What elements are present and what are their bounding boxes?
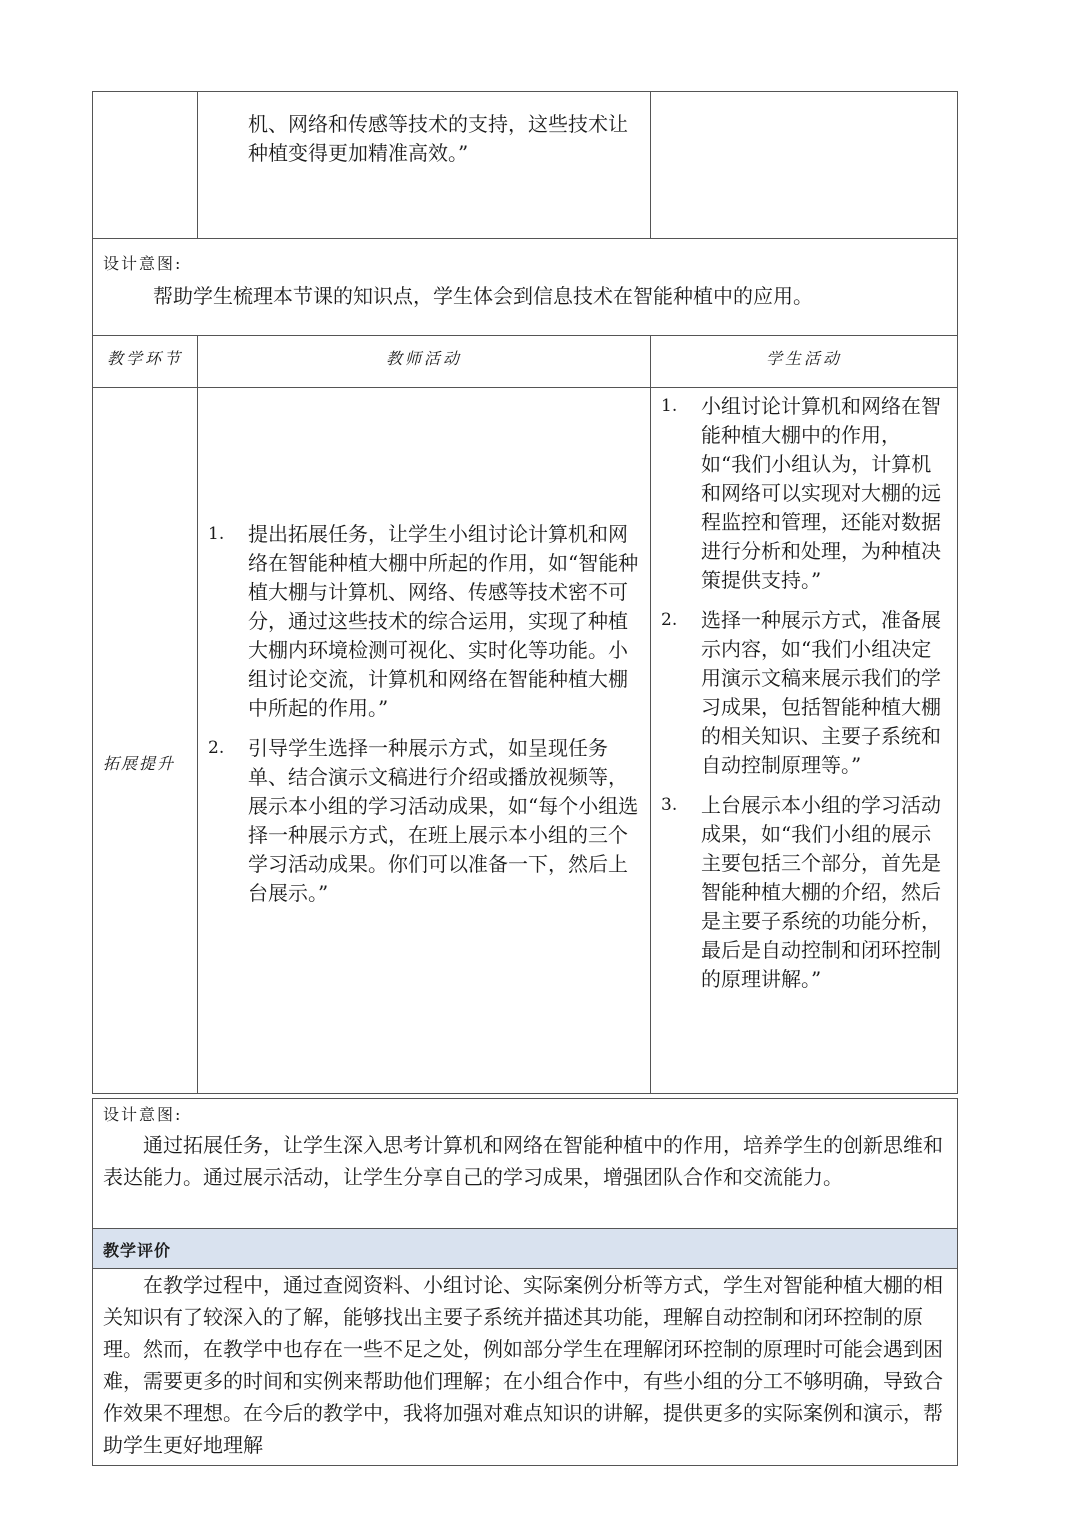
extend-stage-cell	[93, 387, 197, 1093]
evaluation-table	[92, 1098, 958, 1466]
evaluation-text: 在教学过程中，通过查阅资料、小组讨论、实际案例分析等方式，学生对智能种植大棚的相关知识有了较深入的了解，能够找出主要子系统并描述其功能，理解自动控制和闭环控制的原理。然而，在教学中也存在一些不足之处，例如部分学生在理解闭环控制的原理时可能会遇到困难，需要更多的时间和实例来帮助他们理解；在小组合作中，有些小组的分工不够明确，导致合作效果不理想。在今后的教学中，我将加强对难点知识的讲解，提供更多的实际案例和演示，帮助学生更好地理解	[103, 1273, 943, 1457]
evaluation-title-row	[93, 1229, 957, 1269]
teacher-activity-list	[198, 520, 640, 908]
student-item-number-2: 2.	[661, 610, 678, 630]
evaluation-body	[93, 1269, 957, 1465]
continuation-stage-cell	[93, 92, 197, 238]
evaluation-title: 教学评价	[103, 1241, 172, 1260]
extend-student-cell	[650, 387, 957, 1093]
design-intent-label-2: 设计意图:	[103, 1105, 183, 1124]
extend-stage-label: 拓展提升	[103, 754, 176, 773]
header-student: 学生活动	[650, 336, 957, 387]
table-header-row	[93, 336, 957, 388]
student-activity-list	[651, 392, 941, 994]
extend-row	[93, 387, 957, 1093]
design-intent-text-2: 通过拓展任务，让学生深入思考计算机和网络在智能种植中的作用，培养学生的创新思维和表达能力。通过展示活动，让学生分享自己的学习成果，增强团队合作和交流能力。	[103, 1133, 943, 1189]
continuation-teacher-cell	[197, 92, 650, 238]
teacher-item-text-2: 引导学生选择一种展示方式，如呈现任务单、结合演示文稿进行介绍或播放视频等，展示本小组的学习活动成果，如“每个小组选择一种展示方式，在班上展示本小组的三个学习活动成果。你们可以准备一下，然后上台展示。”	[248, 736, 639, 905]
header-teacher: 教师活动	[197, 336, 650, 387]
design-intent-row-2	[93, 1099, 957, 1229]
design-intent-row-1	[93, 238, 957, 336]
student-item-text-1: 小组讨论计算机和网络在智能种植大棚中的作用，如“我们小组认为，计算机和网络可以实现对大棚的远程监控和管理，还能对数据进行分析和处理，为种植决策提供支持。”	[701, 394, 941, 592]
teacher-item-number-1: 1.	[208, 524, 225, 544]
teacher-activity-item-2	[198, 734, 640, 908]
student-activity-item-3	[651, 791, 941, 994]
student-item-number-1: 1.	[661, 396, 678, 416]
student-item-number-3: 3.	[661, 795, 678, 815]
design-intent-text-1: 帮助学生梳理本节课的知识点，学生体会到信息技术在智能种植中的应用。	[153, 284, 813, 308]
extend-teacher-cell	[197, 387, 650, 1093]
header-stage: 教学环节	[106, 349, 183, 368]
teacher-item-text-1: 提出拓展任务，让学生小组讨论计算机和网络在智能种植大棚中所起的作用，如“智能种植大棚与计算机、网络、传感等技术密不可分，通过这些技术的综合运用，实现了种植大棚内环境检测可视化、实时化等功能。小组讨论交流，计算机和网络在智能种植大棚中所起的作用。”	[248, 522, 639, 720]
main-table	[92, 91, 958, 1094]
continuation-row	[93, 92, 957, 239]
student-activity-item-2	[651, 606, 941, 780]
design-intent-label-1: 设计意图:	[103, 254, 183, 273]
teacher-item-number-2: 2.	[208, 738, 225, 758]
student-item-text-3: 上台展示本小组的学习活动成果，如“我们小组的展示主要包括三个部分，首先是智能种植大棚的介绍，然后是主要子系统的功能分析，最后是自动控制和闭环控制的原理讲解。”	[701, 793, 941, 991]
continuation-teacher-text: 机、网络和传感等技术的支持，这些技术让种植变得更加精准高效。”	[248, 112, 628, 165]
student-item-text-2: 选择一种展示方式，准备展示内容，如“我们小组决定用演示文稿来展示我们的学习成果，包括智能种植大棚的相关知识、主要子系统和自动控制原理等。”	[701, 608, 941, 777]
teacher-activity-item-1	[198, 520, 640, 723]
student-activity-item-1	[651, 392, 941, 595]
continuation-student-cell	[650, 92, 957, 238]
